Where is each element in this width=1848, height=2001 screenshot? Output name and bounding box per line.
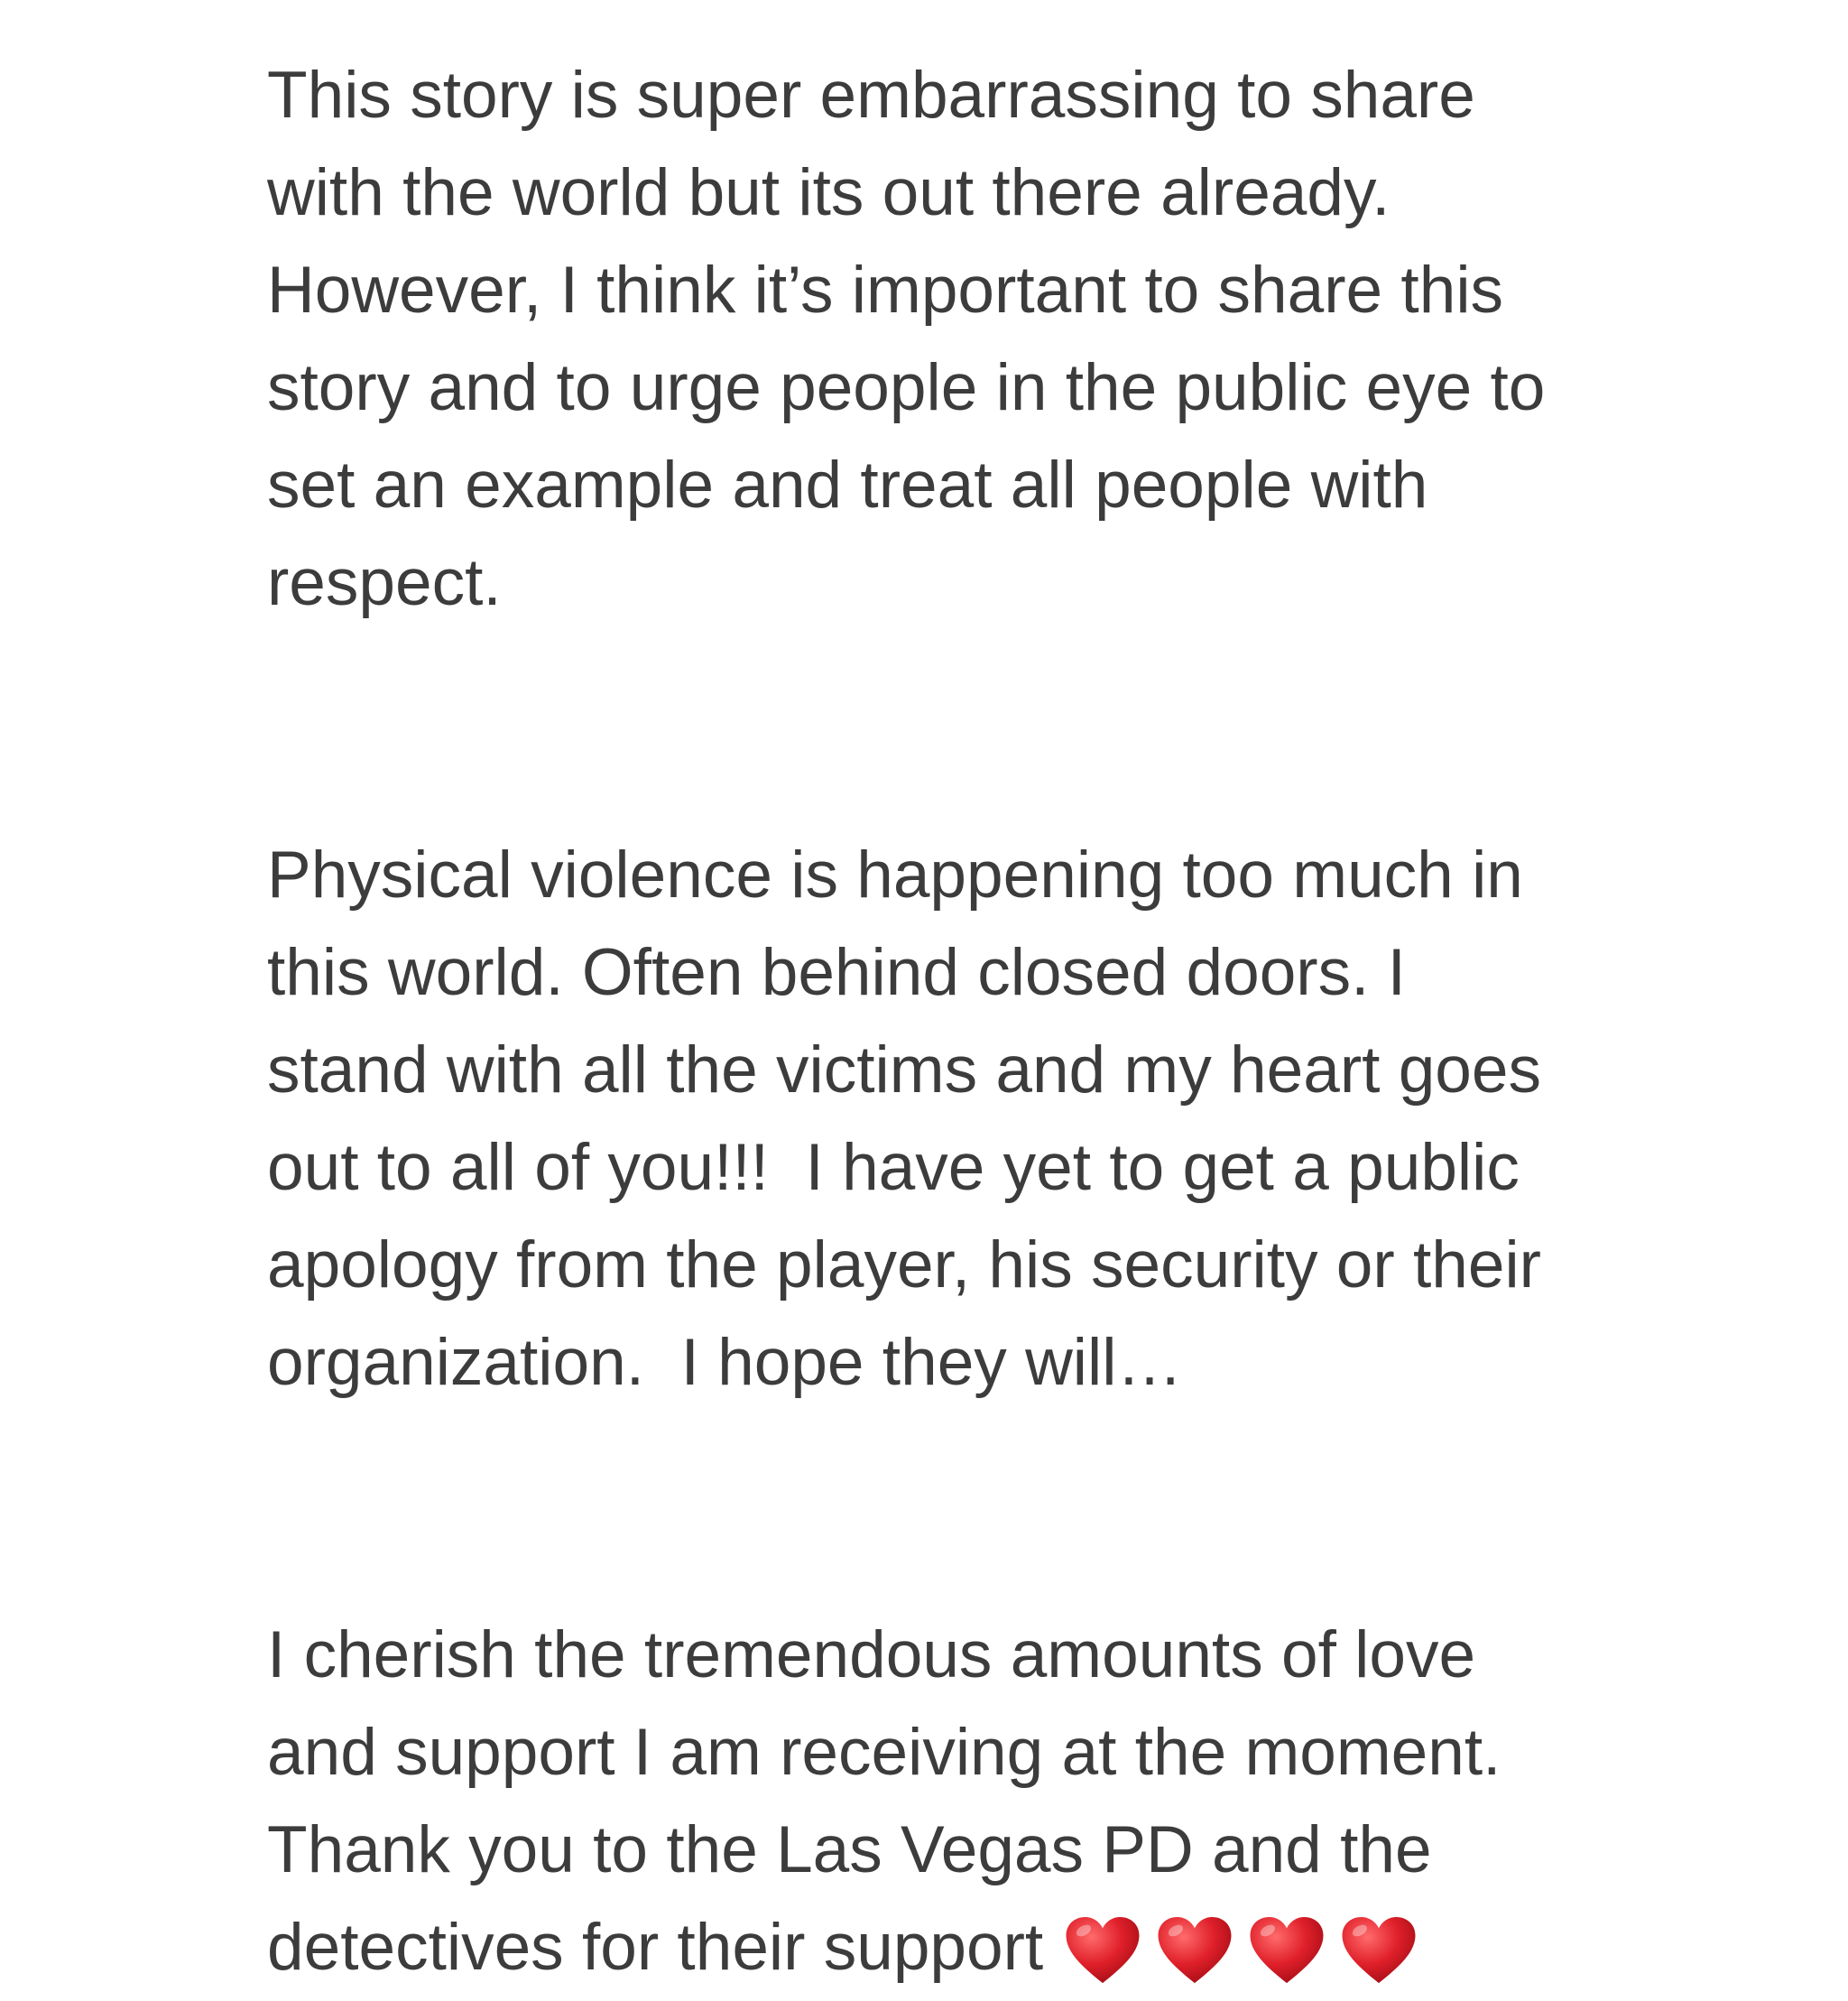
- text-line: out to all of you!!! I have yet to get a public: [267, 1131, 1520, 1204]
- last-line-with-hearts: [267, 1899, 1657, 2001]
- text-line: apology from the player, his security or their: [267, 1228, 1541, 1302]
- text-line: This story is super embarrassing to share: [267, 59, 1475, 132]
- text-line: Thank you to the Las Vegas PD and the: [267, 1813, 1432, 1886]
- text-line: I cherish the tremendous amounts of love: [267, 1618, 1476, 1691]
- text-line: story and to urge people in the public eye to: [267, 351, 1546, 424]
- text-line: respect.: [267, 546, 502, 619]
- paragraph-1: [267, 47, 1657, 632]
- red-heart-icon: [1155, 1914, 1234, 1987]
- text-line: with the world but its out there already.: [267, 156, 1391, 229]
- text-line: detectives for their support: [267, 1911, 1044, 1984]
- text-line: set an example and treat all people with: [267, 449, 1428, 522]
- paragraph-spacer: [267, 1412, 1657, 1607]
- red-heart-icon: [1063, 1914, 1142, 1987]
- text-line: However, I think it’s important to share this: [267, 254, 1504, 327]
- text-line: and support I am receiving at the moment.: [267, 1716, 1502, 1789]
- text-line: this world. Often behind closed doors. I: [267, 936, 1406, 1009]
- paragraph-2: [267, 827, 1657, 1412]
- text-line: stand with all the victims and my heart goes: [267, 1033, 1541, 1107]
- note-body: [267, 47, 1657, 2001]
- paragraph-spacer: [267, 632, 1657, 827]
- heart-emoji-row: [1063, 1898, 1431, 1996]
- text-line: organization. I hope they will…: [267, 1326, 1183, 1399]
- paragraph-3: [267, 1607, 1657, 2001]
- red-heart-icon: [1247, 1914, 1326, 1987]
- text-line: Physical violence is happening too much in: [267, 838, 1523, 912]
- red-heart-icon: [1339, 1914, 1418, 1987]
